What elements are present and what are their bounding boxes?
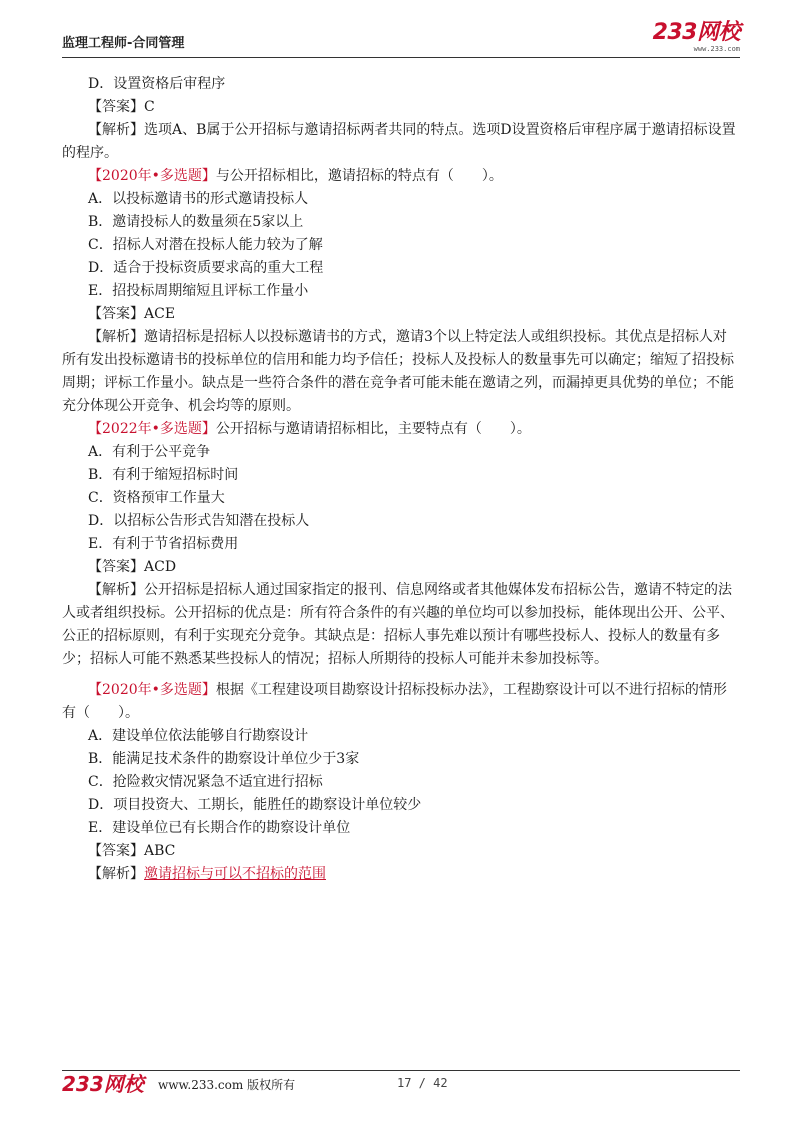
analysis-link[interactable]: 邀请招标与可以不招标的范围 xyxy=(144,866,326,882)
question-tag: 【2022年•多选题】 xyxy=(88,421,216,437)
answer-line xyxy=(88,303,738,326)
question-text: 与公开招标相比，邀请招标的特点有（ ）。 xyxy=(215,168,503,184)
page-footer xyxy=(62,1073,740,1097)
answer-line xyxy=(88,96,738,119)
document-title: 监理工程师-合同管理 xyxy=(62,36,185,51)
option-line: A．有利于公平竞争 xyxy=(88,444,211,460)
option-line: C．抢险救灾情况紧急不适宜进行招标 xyxy=(88,774,323,790)
logo-text: 233网校 xyxy=(652,20,740,45)
question-stem xyxy=(88,418,738,441)
option-line: D．适合于投标资质要求高的重大工程 xyxy=(88,260,324,276)
analysis-line xyxy=(88,863,738,886)
answer-label: 【答案】 xyxy=(88,99,144,115)
answer-line xyxy=(88,840,738,863)
analysis-label: 【解析】 xyxy=(88,582,144,598)
analysis-paragraph xyxy=(62,579,738,671)
option-line: C．资格预审工作量大 xyxy=(88,490,225,506)
answer-label: 【答案】 xyxy=(88,306,144,322)
question-tag: 【2020年•多选题】 xyxy=(88,682,216,698)
question-stem xyxy=(88,165,738,188)
question-text: 公开招标与邀请请招标相比，主要特点有（ ）。 xyxy=(215,421,531,437)
answer-value: C xyxy=(144,99,155,115)
answer-label: 【答案】 xyxy=(88,843,144,859)
option-line: E．建设单位已有长期合作的勘察设计单位 xyxy=(88,820,351,836)
analysis-text: 邀请招标是招标人以投标邀请书的方式，邀请3个以上特定法人或组织投标。其优点是招标人对所有发出投标邀请书的投标单位的信用和能力均予信任；投标人及投标人的数量事先可以确定；缩短了招投标周期；评标工作量小。缺点是一些符合条件的潜在竞争者可能未能在邀请之列，而漏掉更具优势的单位；不能充分体现公开竞争、机会均等的原则。 xyxy=(62,329,734,414)
option-line: B．邀请投标人的数量须在5家以上 xyxy=(88,214,304,230)
header-divider xyxy=(62,57,740,58)
option-line: A．建设单位依法能够自行勘察设计 xyxy=(88,728,309,744)
footer-divider xyxy=(62,1070,740,1071)
spacer xyxy=(88,671,738,679)
analysis-label: 【解析】 xyxy=(88,866,144,882)
document-body xyxy=(62,73,738,886)
footer-logo: 233网校 xyxy=(62,1072,144,1096)
answer-value: ACD xyxy=(144,559,177,575)
question-tag: 【2020年•多选题】 xyxy=(88,168,216,184)
option-line: E．有利于节省招标费用 xyxy=(88,536,239,552)
answer-value: ABC xyxy=(144,843,176,859)
option-line: D．设置资格后审程序 xyxy=(88,76,226,92)
option-line: B．有利于缩短招标时间 xyxy=(88,467,239,483)
analysis-label: 【解析】 xyxy=(88,122,144,138)
answer-line xyxy=(88,556,738,579)
option-line: D．以招标公告形式告知潜在投标人 xyxy=(88,513,310,529)
question-stem xyxy=(62,679,738,725)
option-line: D．项目投资大、工期长，能胜任的勘察设计单位较少 xyxy=(88,797,422,813)
option-line: E．招投标周期缩短且评标工作量小 xyxy=(88,283,309,299)
question-text: 根据《工程建设项目勘察设计招标投标办法》，工程勘察设计可以不进行招标的情形有（ ）。 xyxy=(62,682,727,721)
analysis-paragraph xyxy=(62,326,738,418)
option-line: C．招标人对潜在投标人能力较为了解 xyxy=(88,237,323,253)
answer-label: 【答案】 xyxy=(88,559,144,575)
analysis-text: 选项A、B属于公开招标与邀请招标两者共同的特点。选项D设置资格后审程序属于邀请招标设置的程序。 xyxy=(62,122,736,161)
logo-url: www.233.com xyxy=(693,45,740,53)
brand-logo xyxy=(653,22,740,53)
option-line: A．以投标邀请书的形式邀请投标人 xyxy=(88,191,309,207)
analysis-paragraph xyxy=(62,119,738,165)
answer-value: ACE xyxy=(144,306,176,322)
analysis-text: 公开招标是招标人通过国家指定的报刊、信息网络或者其他媒体发布招标公告，邀请不特定的法人或者组织投标。公开招标的优点是：所有符合条件的有兴趣的单位均可以参加投标，能体现出公开、公平、公正的招标原则，有利于实现充分竞争。其缺点是：招标人事先难以预计有哪些投标人、投标人的数量有多少；招标人可能不熟悉某些投标人的情况；招标人所期待的投标人可能并未参加投标等。 xyxy=(62,582,734,667)
analysis-label: 【解析】 xyxy=(88,329,144,345)
option-line: B．能满足技术条件的勘察设计单位少于3家 xyxy=(88,751,360,767)
copyright-text: www.233.com 版权所有 xyxy=(158,1078,296,1092)
page-number: 17 / 42 xyxy=(397,1076,448,1090)
page-header xyxy=(62,22,740,58)
